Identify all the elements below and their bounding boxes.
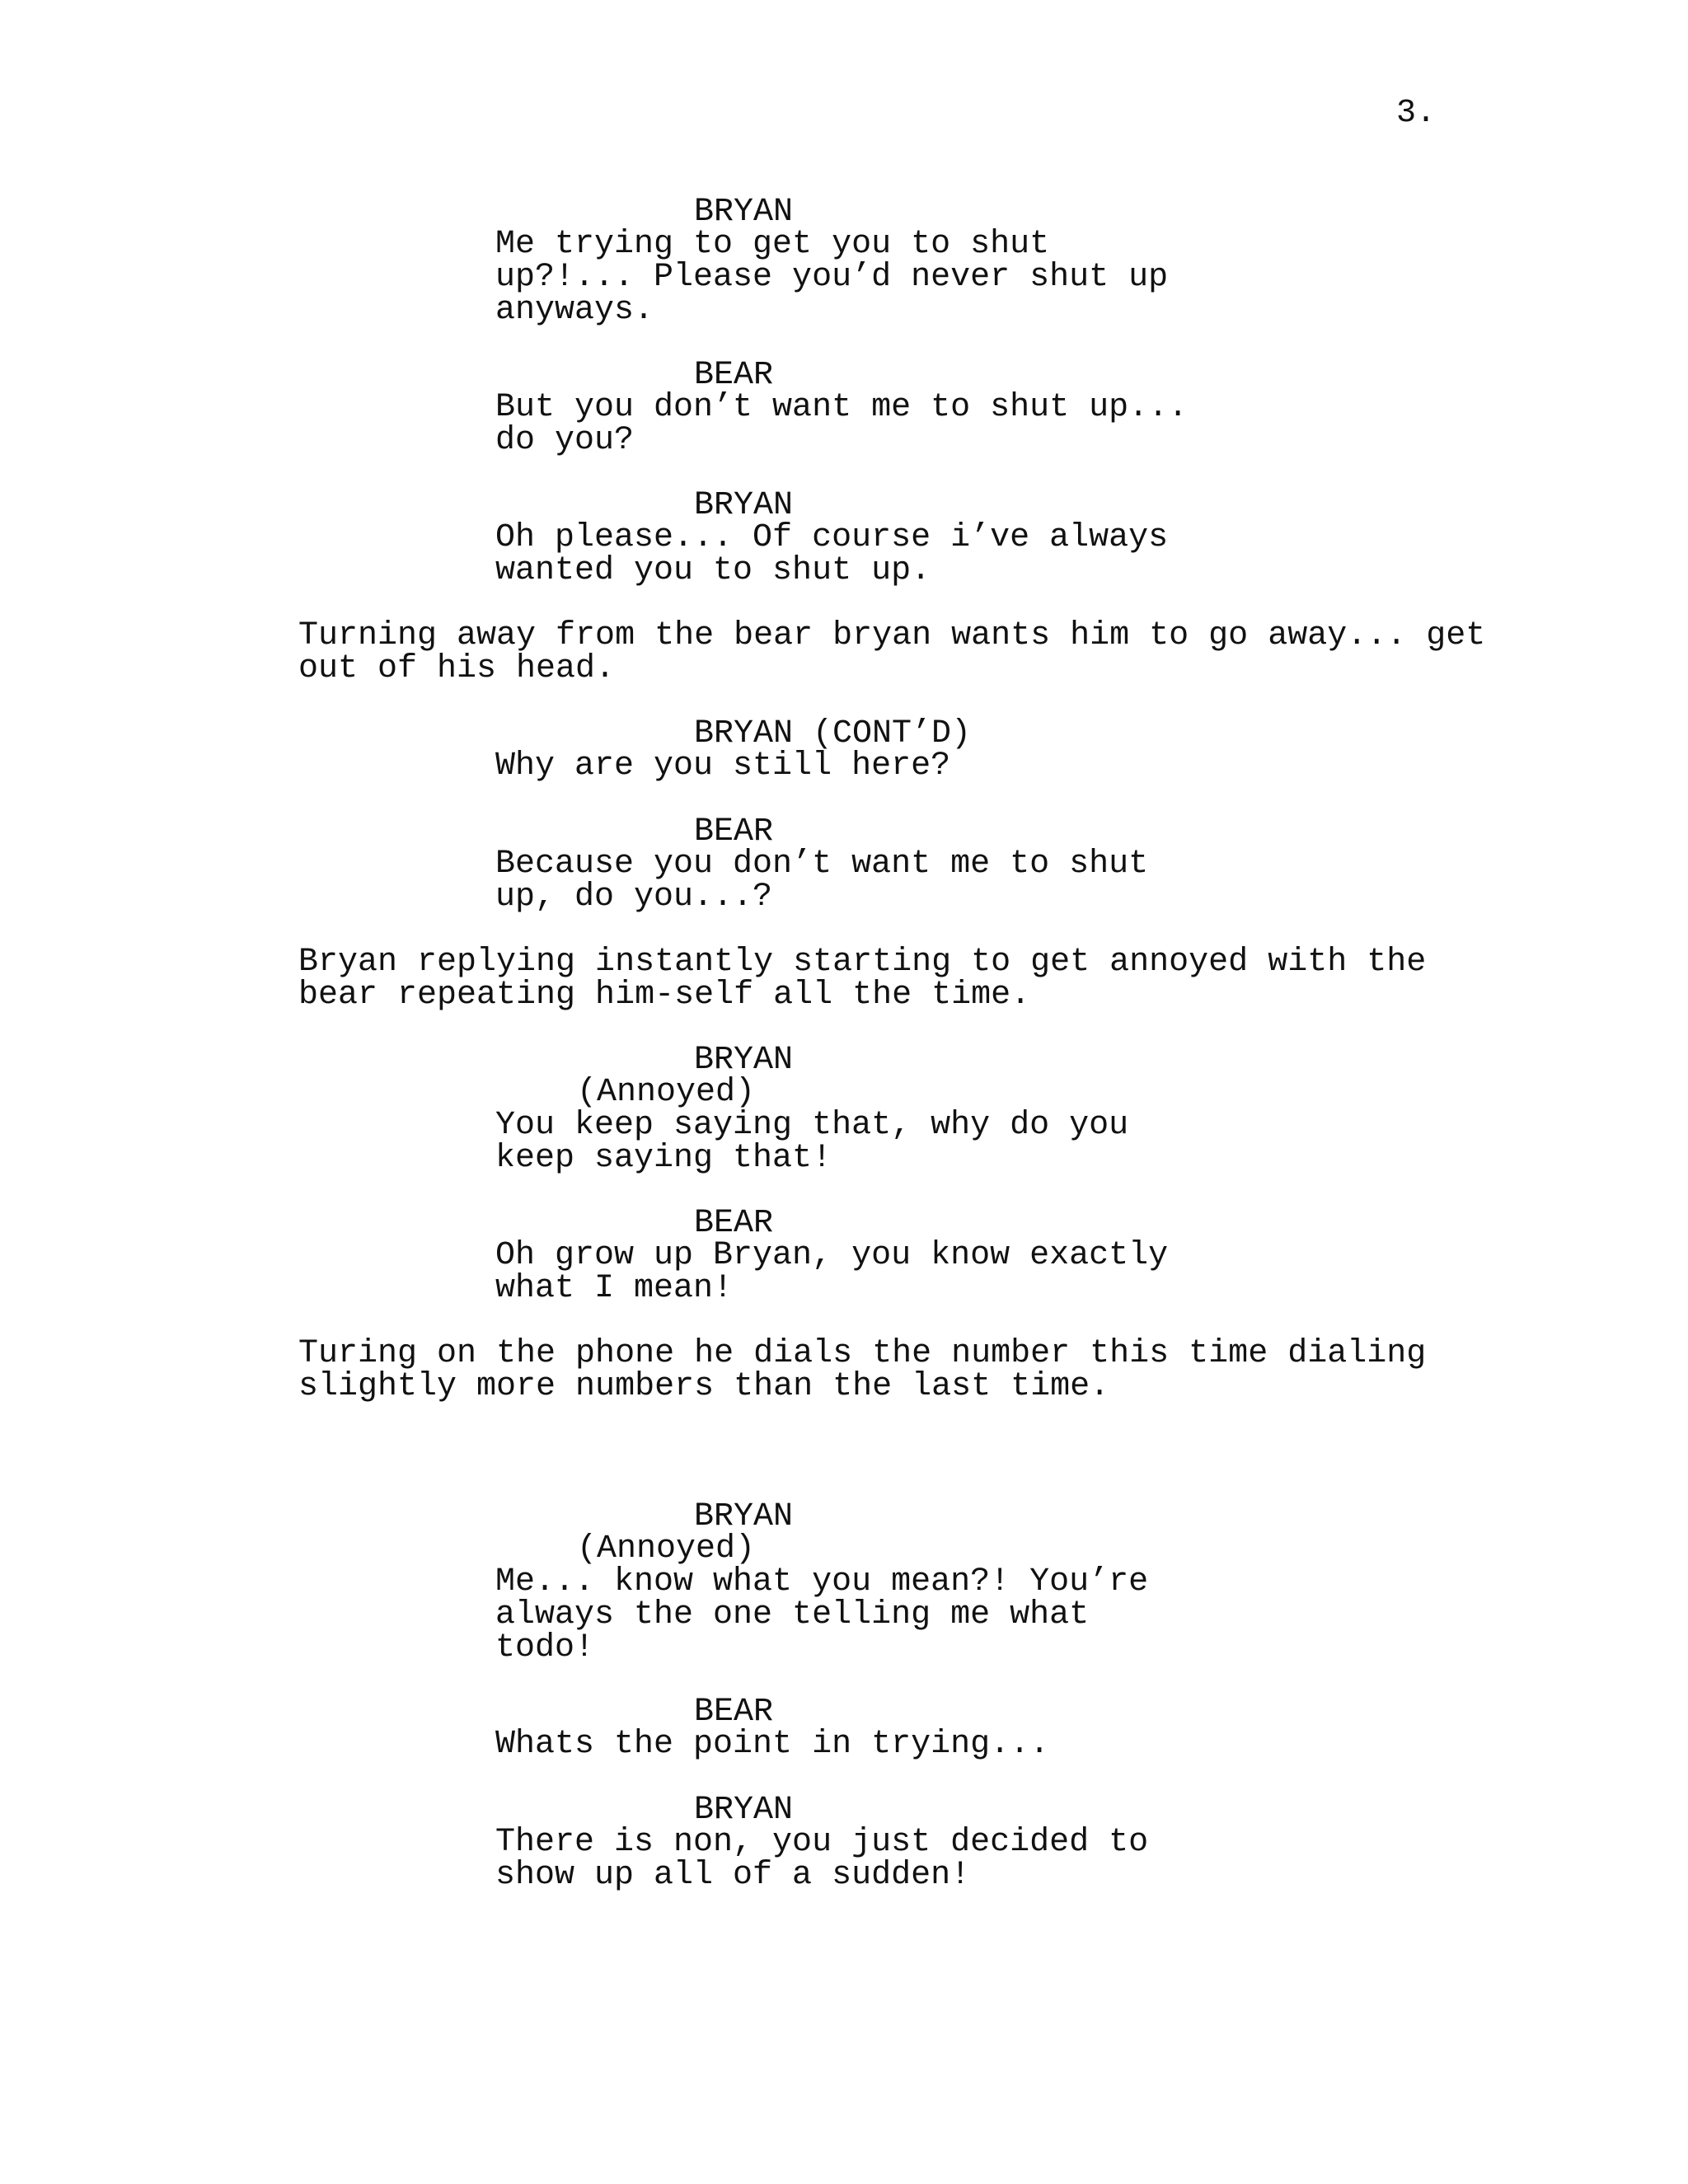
character-name: BRYAN [694,194,794,231]
character-name: BEAR [694,813,774,851]
character-name: BRYAN (CONT’D) [694,715,972,752]
character-name: BRYAN [694,1498,794,1535]
character-name: BRYAN [694,1792,794,1829]
action-line: Turning away from the bear bryan wants him to go away... get out of his head. [298,617,1486,687]
parenthetical: (Annoyed) [577,1530,756,1568]
dialogue: Whats the point in trying... [495,1726,1050,1763]
character-name: BEAR [694,357,774,394]
parenthetical: (Annoyed) [577,1074,756,1111]
dialogue: Me... know what you mean?! You’re always the one telling me what todo! [495,1563,1149,1666]
dialogue: Oh grow up Bryan, you know exactly what I mean! [495,1237,1169,1307]
dialogue: There is non, you just decided to show up all of a sudden! [495,1824,1149,1894]
dialogue: Oh please... Of course i’ve always wanted you to shut up. [495,519,1169,589]
character-name: BRYAN [694,487,794,524]
dialogue: But you don’t want me to shut up... do you? [495,389,1189,459]
action-line: Bryan replying instantly starting to get annoyed with the bear repeating him-self all the time. [298,944,1427,1014]
character-name: BRYAN [694,1042,794,1079]
dialogue: Me trying to get you to shut up?!... Please you’d never shut up anyways. [495,226,1169,329]
dialogue: You keep saying that, why do you keep saying that! [495,1107,1129,1177]
character-name: BEAR [694,1694,774,1731]
page-number: 3. [1396,95,1437,132]
dialogue: Because you don’t want me to shut up, do you...? [495,846,1149,916]
action-line: Turing on the phone he dials the number this time dialing slightly more numbers than the last time. [298,1335,1427,1405]
dialogue: Why are you still here? [495,748,951,785]
character-name: BEAR [694,1205,774,1242]
